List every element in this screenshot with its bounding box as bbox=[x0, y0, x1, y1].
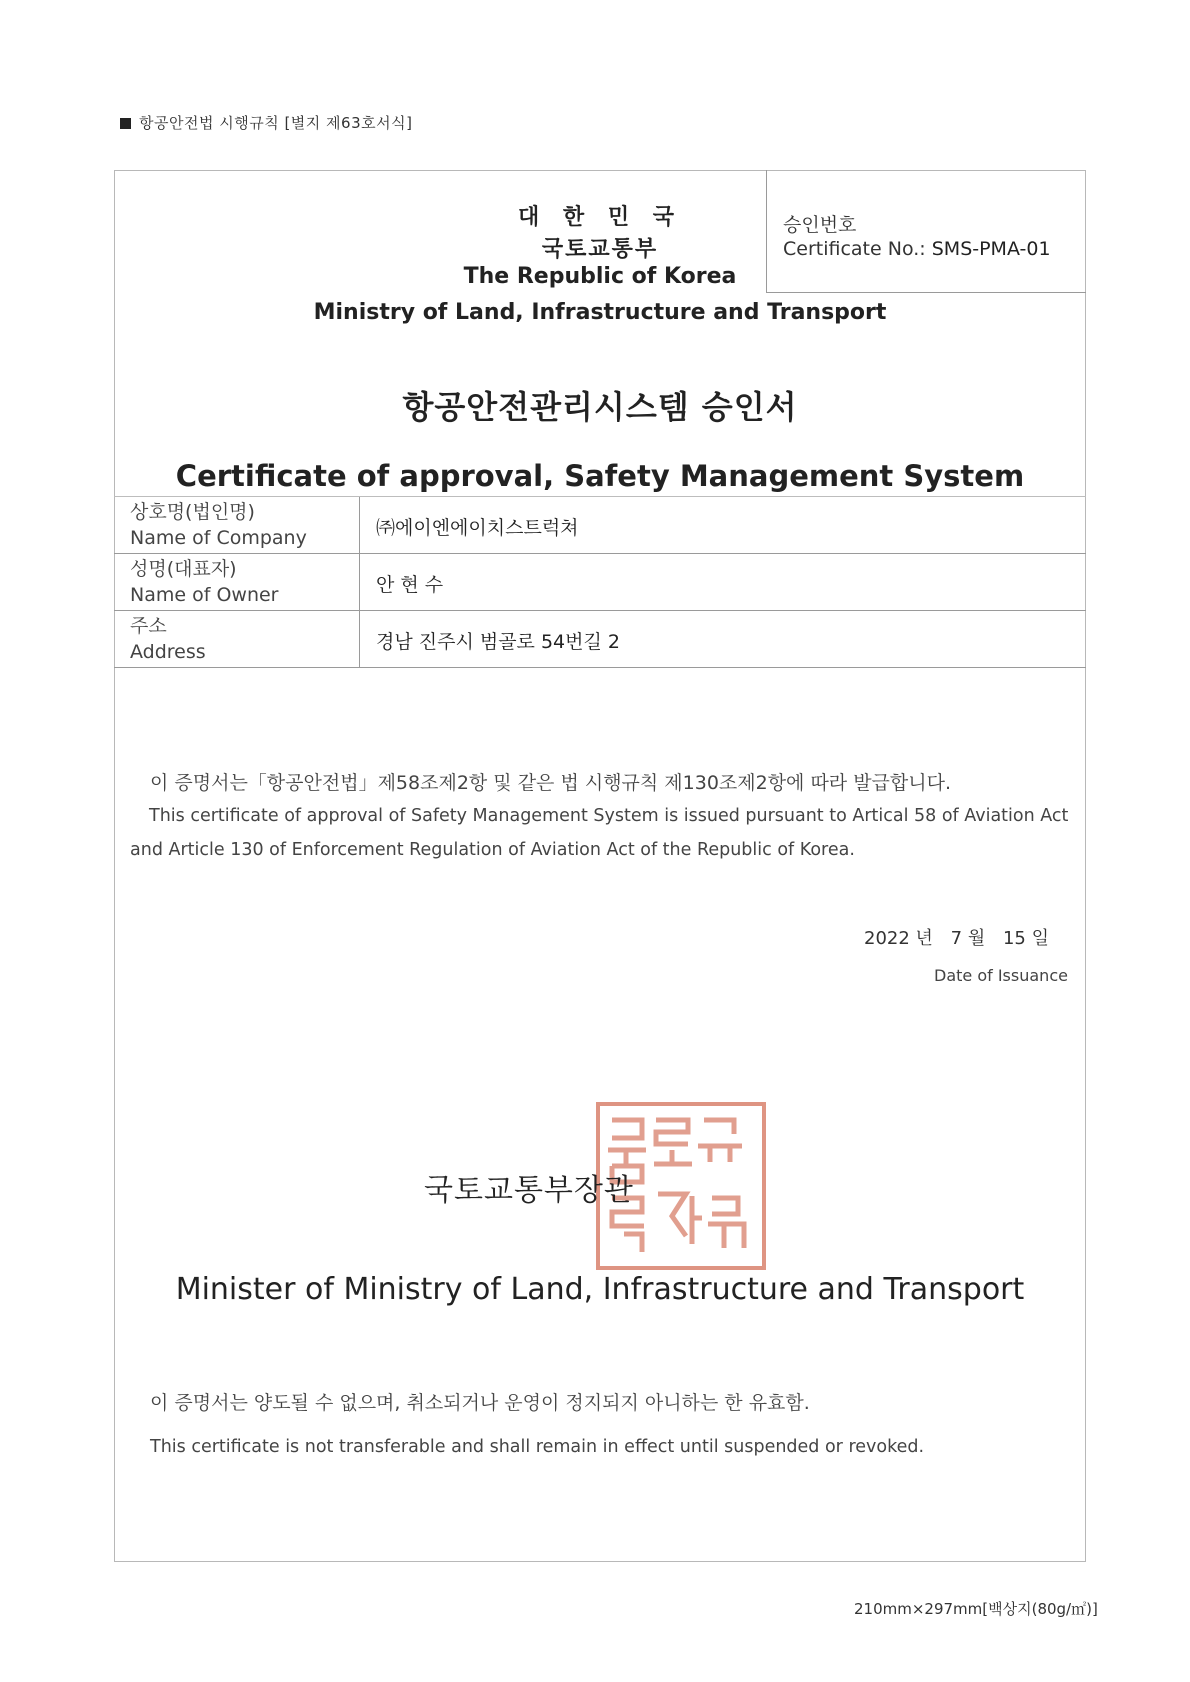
signatory-ko: 국토교통부장관 bbox=[424, 1173, 634, 1208]
owner-value: 안 현 수 bbox=[376, 574, 444, 596]
header-ministry-en: Ministry of Land, Infrastructure and Transport bbox=[313, 300, 887, 325]
header-country-ko: 대 한 민 국 bbox=[518, 205, 682, 230]
issue-date-label: Date of Issuance bbox=[934, 966, 1068, 985]
issue-day: 15 일 bbox=[1002, 928, 1049, 949]
header-country-en: The Republic of Korea bbox=[463, 264, 737, 289]
owner-label: 성명(대표자) Name of Owner bbox=[114, 554, 360, 610]
validity-note-en: This certificate is not transferable and shall remain in effect until suspended or revoked. bbox=[150, 1437, 925, 1457]
owner-row bbox=[114, 554, 1086, 611]
issue-date bbox=[864, 924, 1049, 950]
certificate-frame bbox=[114, 170, 1086, 1562]
header-ministry-ko: 국토교통부 bbox=[541, 237, 659, 262]
issue-year: 2022 년 bbox=[864, 928, 933, 949]
company-label: 상호명(법인명) Name of Company bbox=[114, 497, 360, 553]
certificate-number bbox=[783, 238, 1051, 260]
legal-basis-en-line1: This certificate of approval of Safety Management System is issued pursuant to Artical 58 of Aviation Act bbox=[149, 806, 1069, 826]
certificate-number-label-en: Certificate No.: bbox=[783, 238, 926, 260]
signatory-en: Minister of Ministry of Land, Infrastructure and Transport bbox=[175, 1272, 1025, 1307]
certificate-number-label-ko: 승인번호 bbox=[783, 214, 857, 236]
validity-note-ko: 이 증명서는 양도될 수 없으며, 취소되거나 운영이 정지되지 아니하는 한 유효함. bbox=[150, 1392, 810, 1414]
company-value: ㈜에이엔에이치스트럭쳐 bbox=[376, 517, 579, 539]
paper-spec: 210mm×297mm[백상지(80g/㎡)] bbox=[854, 1600, 1098, 1618]
address-label: 주소 Address bbox=[114, 611, 360, 667]
issue-month: 7 월 bbox=[950, 928, 986, 949]
company-row bbox=[114, 497, 1086, 554]
certificate-number-value: SMS-PMA-01 bbox=[931, 238, 1051, 260]
address-value: 경남 진주시 범골로 54번길 2 bbox=[376, 631, 620, 653]
legal-basis-en-line2: and Article 130 of Enforcement Regulation of Aviation Act of the Republic of Korea. bbox=[130, 840, 855, 860]
legal-basis-ko: 이 증명서는「항공안전법」제58조제2항 및 같은 법 시행규칙 제130조제2항에 따라 발급합니다. bbox=[150, 772, 952, 794]
address-row bbox=[114, 611, 1086, 668]
info-table bbox=[114, 496, 1086, 668]
title-en: Certificate of approval, Safety Management System bbox=[175, 459, 1025, 493]
title-ko: 항공안전관리시스템 승인서 bbox=[402, 388, 798, 426]
square-bullet-icon bbox=[120, 118, 131, 129]
form-reference: 항공안전법 시행규칙 [별지 제63호서식] bbox=[120, 112, 412, 133]
